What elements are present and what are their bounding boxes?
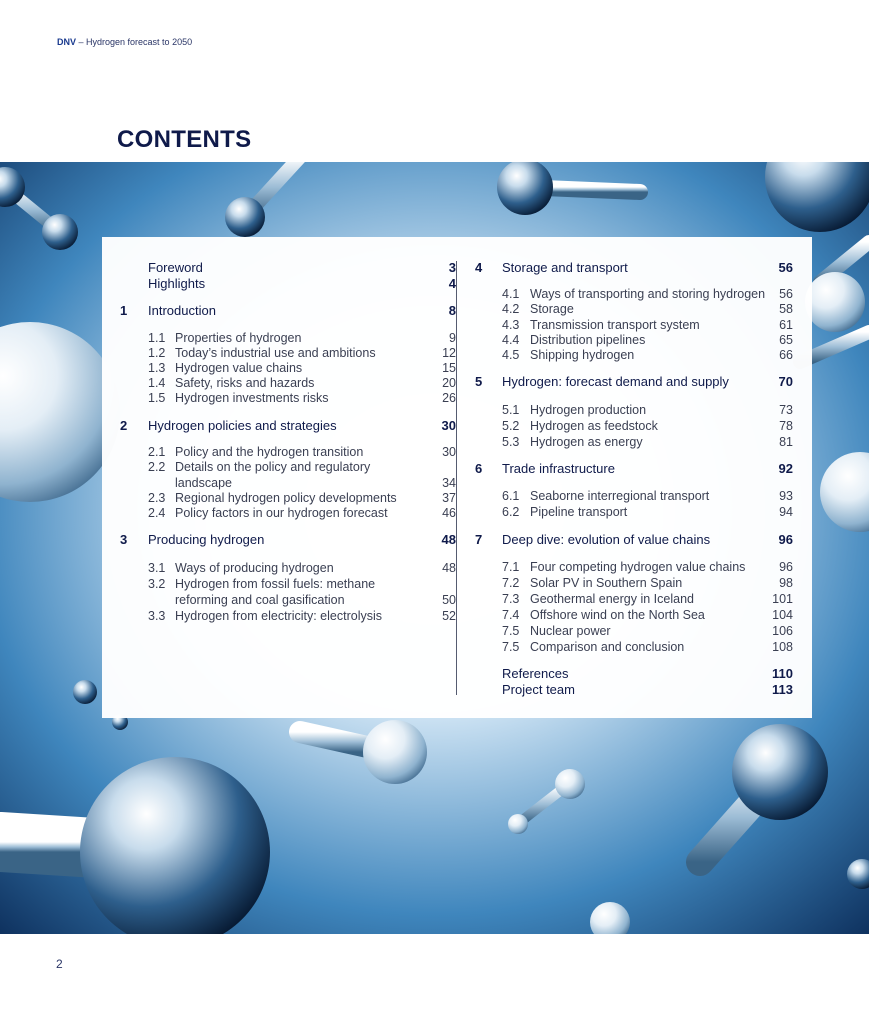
toc-entry-label: Nuclear power — [530, 624, 611, 638]
toc-entry-page: 56 — [778, 260, 793, 275]
toc-entry-number: 5.2 — [502, 419, 520, 433]
toc-entry-number: 4.3 — [502, 318, 520, 332]
toc-entry-label: Seaborne interregional transport — [530, 489, 710, 503]
toc-entry-page: 93 — [779, 489, 793, 503]
toc-entry-page: 50 — [442, 593, 456, 607]
toc-entry-number: 7 — [475, 532, 483, 547]
toc-entry-page: 58 — [779, 302, 793, 316]
toc-subsection-entry[interactable] — [120, 376, 456, 391]
toc-entry-page: 101 — [772, 592, 793, 606]
toc-entry-number: 5 — [475, 374, 483, 389]
toc-entry-label: Trade infrastructure — [502, 461, 615, 476]
toc-subsection-entry[interactable] — [475, 419, 793, 434]
toc-entry-page: 92 — [778, 461, 793, 476]
toc-entry-label: Hydrogen policies and strategies — [148, 418, 337, 433]
toc-entry-page: 30 — [442, 445, 456, 459]
toc-entry-label: Four competing hydrogen value chains — [530, 560, 746, 574]
toc-entry-number: 4.5 — [502, 348, 520, 362]
toc-entry-number: 3.2 — [148, 577, 166, 591]
toc-entry-number: 7.2 — [502, 576, 520, 590]
toc-entry-number: 7.4 — [502, 608, 520, 622]
toc-entry-page: 108 — [772, 640, 793, 654]
toc-entry-number: 7.5 — [502, 624, 520, 638]
toc-entry-page: 56 — [779, 287, 793, 301]
toc-entry-label: Policy factors in our hydrogen forecast — [175, 506, 388, 520]
toc-entry-label: landscape — [175, 476, 232, 490]
toc-entry-number: 1.5 — [148, 391, 166, 405]
toc-entry-number: 4.1 — [502, 287, 520, 301]
toc-entry-page: 78 — [779, 419, 793, 433]
toc-entry-page: 9 — [449, 331, 456, 345]
toc-entry-label: Hydrogen: forecast demand and supply — [502, 374, 729, 389]
toc-entry-label: Comparison and conclusion — [530, 640, 685, 654]
toc-entry-page: 15 — [442, 361, 456, 375]
toc-entry-label: References — [502, 666, 569, 681]
toc-subsection-entry[interactable] — [120, 460, 456, 475]
toc-entry-page: 96 — [778, 532, 793, 547]
toc-subsection-entry[interactable] — [475, 592, 793, 607]
toc-entry-number: 6.1 — [502, 489, 520, 503]
toc-entry-number: 2.1 — [148, 445, 166, 459]
toc-entry-label: Policy and the hydrogen transition — [175, 445, 364, 459]
toc-entry-page: 94 — [779, 505, 793, 519]
toc-section-entry[interactable] — [475, 682, 793, 698]
toc-subsection-entry[interactable] — [475, 640, 793, 655]
toc-subsection-entry[interactable] — [120, 391, 456, 406]
toc-subsection-entry[interactable] — [120, 331, 456, 346]
page-number: 2 — [56, 957, 63, 971]
toc-entry-page: 113 — [772, 682, 793, 697]
toc-section-entry[interactable] — [120, 418, 456, 434]
page-title: CONTENTS — [117, 126, 252, 153]
toc-entry-label: Solar PV in Southern Spain — [530, 576, 683, 590]
toc-section-entry[interactable] — [475, 374, 793, 390]
toc-entry-page: 26 — [442, 391, 456, 405]
toc-subsection-entry[interactable] — [120, 476, 456, 491]
toc-entry-page: 104 — [772, 608, 793, 622]
toc-entry-label: Hydrogen investments risks — [175, 391, 329, 405]
toc-section-entry[interactable] — [475, 260, 793, 276]
toc-subsection-entry[interactable] — [120, 609, 456, 624]
toc-entry-label: Shipping hydrogen — [530, 348, 635, 362]
toc-entry-page: 52 — [442, 609, 456, 623]
toc-entry-number: 3.3 — [148, 609, 166, 623]
toc-section-entry[interactable] — [475, 666, 793, 682]
toc-subsection-entry[interactable] — [475, 489, 793, 504]
toc-entry-number: 1.2 — [148, 346, 166, 360]
toc-entry-number: 2.4 — [148, 506, 166, 520]
toc-entry-page: 98 — [779, 576, 793, 590]
toc-entry-label: Pipeline transport — [530, 505, 628, 519]
toc-section-entry[interactable] — [120, 303, 456, 319]
toc-entry-label: Geothermal energy in Iceland — [530, 592, 694, 606]
toc-entry-number: 4.2 — [502, 302, 520, 316]
toc-subsection-entry[interactable] — [475, 403, 793, 418]
toc-entry-label: Properties of hydrogen — [175, 331, 302, 345]
toc-entry-page: 106 — [772, 624, 793, 638]
toc-entry-number: 4 — [475, 260, 483, 275]
toc-subsection-entry[interactable] — [475, 505, 793, 520]
toc-entry-page: 3 — [448, 260, 456, 275]
toc-entry-page: 34 — [442, 476, 456, 490]
toc-entry-label: Hydrogen as energy — [530, 435, 643, 449]
toc-entry-label: Project team — [502, 682, 575, 697]
toc-entry-page: 20 — [442, 376, 456, 390]
toc-entry-number: 1.1 — [148, 331, 166, 345]
toc-entry-page: 66 — [779, 348, 793, 362]
toc-entry-label: Regional hydrogen policy developments — [175, 491, 397, 505]
toc-subsection-entry[interactable] — [120, 577, 456, 592]
toc-section-entry[interactable] — [120, 532, 456, 548]
toc-entry-page: 4 — [448, 276, 456, 291]
toc-subsection-entry[interactable] — [120, 593, 456, 608]
toc-entry-label: Ways of producing hydrogen — [175, 561, 334, 575]
toc-entry-page: 96 — [779, 560, 793, 574]
toc-entry-label: Introduction — [148, 303, 216, 318]
toc-entry-number: 5.3 — [502, 435, 520, 449]
toc-entry-page: 81 — [779, 435, 793, 449]
toc-entry-number: 1.4 — [148, 376, 166, 390]
toc-entry-number: 1 — [120, 303, 128, 318]
toc-entry-label: Hydrogen as feedstock — [530, 419, 658, 433]
toc-subsection-entry[interactable] — [120, 561, 456, 576]
toc-entry-label: Safety, risks and hazards — [175, 376, 315, 390]
toc-subsection-entry[interactable] — [475, 302, 793, 317]
toc-entry-label: Hydrogen production — [530, 403, 647, 417]
toc-entry-number: 5.1 — [502, 403, 520, 417]
toc-entry-label: Details on the policy and regulatory — [175, 460, 371, 474]
toc-entry-number: 6 — [475, 461, 483, 476]
header-title: – Hydrogen forecast to 2050 — [76, 37, 193, 47]
toc-entry-page: 30 — [441, 418, 456, 433]
toc-entry-number: 7.1 — [502, 560, 520, 574]
toc-entry-number: 4.4 — [502, 333, 520, 347]
toc-entry-page: 37 — [442, 491, 456, 505]
toc-subsection-entry[interactable] — [475, 348, 793, 363]
toc-entry-label: Hydrogen from electricity: electrolysis — [175, 609, 383, 623]
toc-subsection-entry[interactable] — [475, 287, 793, 302]
toc-entry-label: Today’s industrial use and ambitions — [175, 346, 376, 360]
toc-entry-page: 61 — [779, 318, 793, 332]
toc-entry-page: 12 — [442, 346, 456, 360]
toc-subsection-entry[interactable] — [120, 361, 456, 376]
toc-subsection-entry[interactable] — [120, 346, 456, 361]
toc-subsection-entry[interactable] — [120, 445, 456, 460]
toc-subsection-entry[interactable] — [475, 608, 793, 623]
toc-entry-page: 110 — [772, 666, 793, 681]
toc-entry-number: 7.5 — [502, 640, 520, 654]
toc-entry-label: reforming and coal gasification — [175, 593, 345, 607]
toc-section-entry[interactable] — [475, 532, 793, 548]
toc-entry-page: 48 — [442, 561, 456, 575]
toc-entry-label: Ways of transporting and storing hydrogen — [530, 287, 766, 301]
toc-subsection-entry[interactable] — [475, 560, 793, 575]
header-brand: DNV — [57, 37, 77, 47]
toc-entry-page: 48 — [441, 532, 456, 547]
toc-entry-number: 6.2 — [502, 505, 520, 519]
toc-entry-number: 7.3 — [502, 592, 520, 606]
toc-entry-number: 3 — [120, 532, 128, 547]
running-header — [57, 37, 192, 47]
toc-entry-number: 2.2 — [148, 460, 166, 474]
toc-entry-label: Deep dive: evolution of value chains — [502, 532, 711, 547]
toc-subsection-entry[interactable] — [475, 318, 793, 333]
toc-entry-label: Storage and transport — [502, 260, 628, 275]
toc-entry-label: Distribution pipelines — [530, 333, 646, 347]
column-divider — [456, 261, 457, 695]
toc-entry-page: 8 — [448, 303, 456, 318]
toc-entry-label: Transmission transport system — [530, 318, 700, 332]
toc-entry-number: 2.3 — [148, 491, 166, 505]
toc-entry-page: 70 — [778, 374, 793, 389]
toc-subsection-entry[interactable] — [475, 333, 793, 348]
toc-entry-label: Producing hydrogen — [148, 532, 265, 547]
toc-entry-label: Offshore wind on the North Sea — [530, 608, 705, 622]
toc-subsection-entry[interactable] — [120, 506, 456, 521]
toc-panel — [102, 237, 812, 718]
toc-subsection-entry[interactable] — [475, 624, 793, 639]
toc-subsection-entry[interactable] — [120, 491, 456, 506]
toc-entry-page: 46 — [442, 506, 456, 520]
toc-section-entry[interactable] — [475, 461, 793, 477]
toc-section-entry[interactable] — [120, 260, 456, 276]
toc-entry-label: Storage — [530, 302, 574, 316]
toc-entry-label: Foreword — [148, 260, 203, 275]
toc-subsection-entry[interactable] — [475, 576, 793, 591]
toc-entry-number: 3.1 — [148, 561, 166, 575]
toc-entry-page: 65 — [779, 333, 793, 347]
toc-section-entry[interactable] — [120, 276, 456, 292]
toc-entry-label: Hydrogen from fossil fuels: methane — [175, 577, 376, 591]
toc-subsection-entry[interactable] — [475, 435, 793, 450]
toc-entry-number: 2 — [120, 418, 128, 433]
toc-entry-page: 73 — [779, 403, 793, 417]
toc-entry-label: Highlights — [148, 276, 206, 291]
toc-entry-label: Hydrogen value chains — [175, 361, 303, 375]
toc-entry-number: 1.3 — [148, 361, 166, 375]
